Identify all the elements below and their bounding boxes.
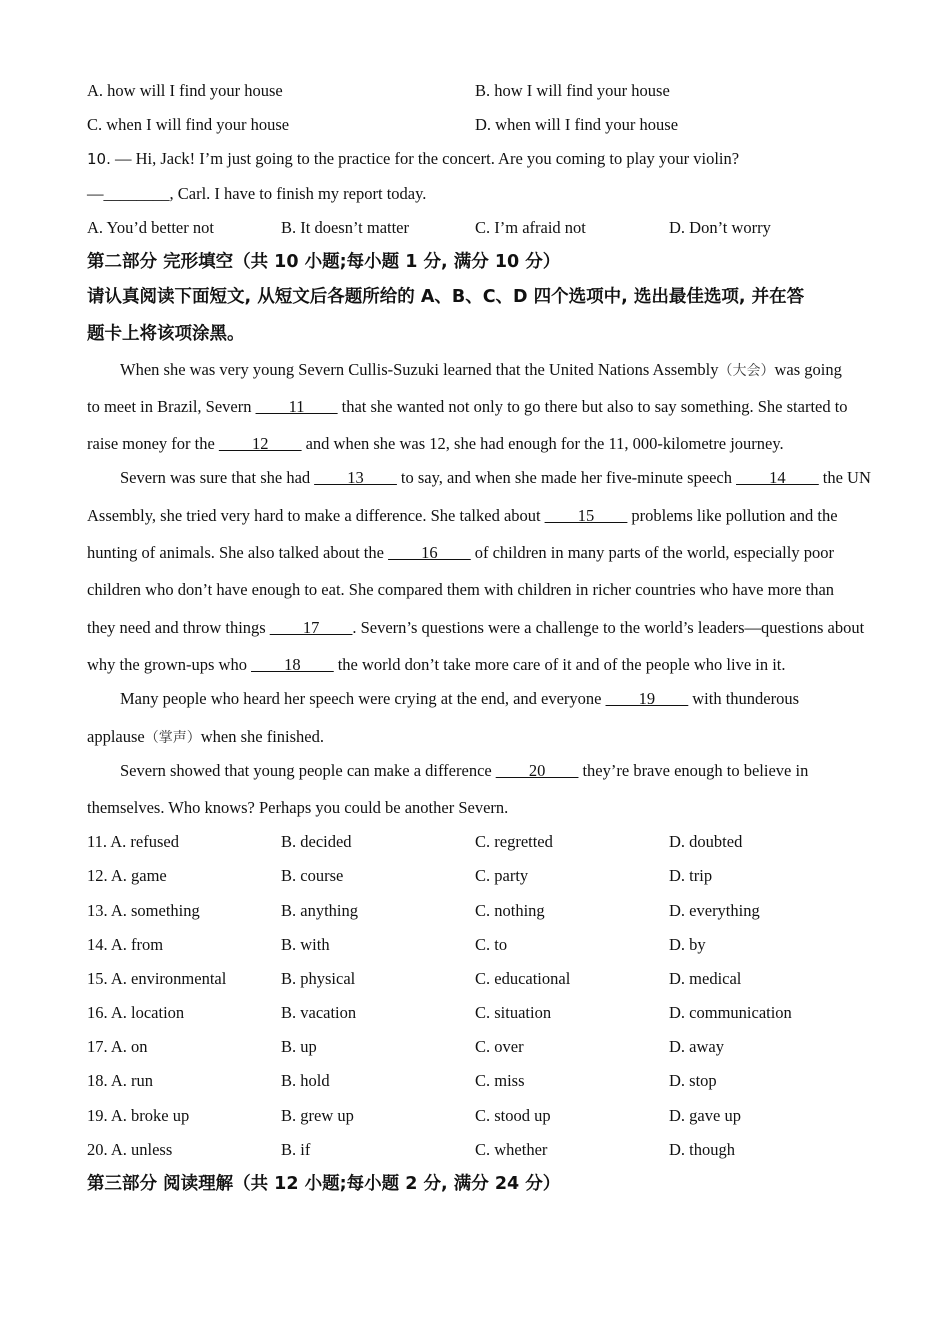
options-row-16 xyxy=(87,1003,867,1023)
blank-19: ____19____ xyxy=(605,689,689,708)
text: of children in many parts of the world, especially poor xyxy=(470,543,834,562)
q10-options-row xyxy=(87,218,867,238)
options-row-19 xyxy=(87,1106,867,1126)
text: raise money for the xyxy=(87,434,219,453)
text: When she was very young Severn Cullis-Suzuki learned that the United Nations Assembly xyxy=(120,360,719,379)
option-c: C. whether xyxy=(475,1140,548,1159)
q10-answer-line: —________, Carl. I have to finish my report today. xyxy=(87,184,427,203)
text: Many people who heard her speech were crying at the end, and everyone xyxy=(120,689,606,708)
passage-p1-line3 xyxy=(87,434,784,454)
q9-options-row-2 xyxy=(87,115,867,135)
text: the UN xyxy=(818,468,871,487)
text: why the grown-ups who xyxy=(87,655,252,674)
option-d: D. though xyxy=(669,1140,735,1159)
option-a: 20. A. unless xyxy=(87,1140,173,1159)
option-b: B. hold xyxy=(281,1071,330,1090)
blank-12: ____12____ xyxy=(218,434,302,453)
option-a: 15. A. environmental xyxy=(87,969,227,988)
q10-question xyxy=(87,149,739,169)
options-row-14 xyxy=(87,935,867,955)
blank-16: ____16____ xyxy=(388,543,471,562)
option-a: 11. A. refused xyxy=(87,832,179,851)
option-b: B. course xyxy=(281,866,344,885)
q10-line1: — Hi, Jack! I’m just going to the practice for the concert. Are you coming to play your violin? xyxy=(110,149,740,168)
part2-instruction-1: 请认真阅读下面短文, 从短文后各题所给的 A、B、C、D 四个选项中, 选出最佳选项, 并在答 xyxy=(87,287,805,307)
q9-option-d: D. when will I find your house xyxy=(475,115,679,134)
passage-p2-line1 xyxy=(120,468,871,488)
option-d: D. communication xyxy=(669,1003,792,1022)
text: the world don’t take more care of it and of the people who live in it. xyxy=(333,655,786,674)
option-c: C. nothing xyxy=(475,901,545,920)
q9-option-c: C. when I will find your house xyxy=(87,115,290,134)
options-row-15 xyxy=(87,969,867,989)
text: was going xyxy=(774,360,842,379)
options-row-18 xyxy=(87,1071,867,1091)
blank-11: ____11____ xyxy=(255,397,338,416)
q10-option-d: D. Don’t worry xyxy=(669,218,771,237)
blank-13: ____13____ xyxy=(314,468,397,487)
option-b: B. with xyxy=(281,935,330,954)
option-b: B. vacation xyxy=(281,1003,357,1022)
text: with thunderous xyxy=(688,689,800,708)
text: and when she was 12, she had enough for the 11, 000-kilometre journey. xyxy=(301,434,784,453)
option-b: B. grew up xyxy=(281,1106,354,1125)
text: Severn was sure that she had xyxy=(120,468,315,487)
text: they’re brave enough to believe in xyxy=(578,761,809,780)
option-d: D. medical xyxy=(669,969,742,988)
part3-title: 第三部分 阅读理解（共 12 小题;每小题 2 分, 满分 24 分） xyxy=(87,1174,561,1194)
option-c: C. educational xyxy=(475,969,571,988)
option-d: D. away xyxy=(669,1037,724,1056)
option-a: 17. A. on xyxy=(87,1037,148,1056)
text: problems like pollution and the xyxy=(627,506,838,525)
text: hunting of animals. She also talked about the xyxy=(87,543,389,562)
blank-17: ____17____ xyxy=(269,618,353,637)
option-c: C. party xyxy=(475,866,529,885)
q10-number: 10. xyxy=(87,150,111,168)
option-a: 12. A. game xyxy=(87,866,167,885)
option-d: D. trip xyxy=(669,866,713,885)
option-a: 13. A. something xyxy=(87,901,200,920)
passage-p3-line1 xyxy=(120,689,799,709)
options-row-20 xyxy=(87,1140,867,1160)
text: . Severn’s questions were a challenge to the world’s leaders—questions about xyxy=(352,618,865,637)
passage-p2-line6 xyxy=(87,655,786,675)
blank-18: ____18____ xyxy=(251,655,334,674)
q9-options-row-1 xyxy=(87,81,867,101)
option-c: C. over xyxy=(475,1037,524,1056)
passage-p1-line2 xyxy=(87,397,848,417)
options-row-11 xyxy=(87,832,867,852)
option-b: B. anything xyxy=(281,901,358,920)
text: applause xyxy=(87,727,145,746)
blank-20: ____20____ xyxy=(495,761,579,780)
option-d: D. everything xyxy=(669,901,760,920)
part2-instruction-2: 题卡上将该项涂黑。 xyxy=(87,324,245,344)
passage-p2-line5 xyxy=(87,618,864,638)
q9-option-a: A. how will I find your house xyxy=(87,81,283,100)
option-c: C. stood up xyxy=(475,1106,551,1125)
passage-p3-line2 xyxy=(87,727,324,748)
q10-option-c: C. I’m afraid not xyxy=(475,218,586,237)
text: Severn showed that young people can make a difference xyxy=(120,761,496,780)
annotation-cn: （大会） xyxy=(718,363,775,379)
options-row-12 xyxy=(87,866,867,886)
text: when she finished. xyxy=(200,727,325,746)
option-d: D. stop xyxy=(669,1071,717,1090)
option-a: 14. A. from xyxy=(87,935,164,954)
option-b: B. physical xyxy=(281,969,356,988)
q9-option-b: B. how I will find your house xyxy=(475,81,670,100)
option-c: C. regretted xyxy=(475,832,553,851)
part2-title: 第二部分 完形填空（共 10 小题;每小题 1 分, 满分 10 分） xyxy=(87,252,561,272)
q10-option-a: A. You’d better not xyxy=(87,218,214,237)
passage-p2-line2 xyxy=(87,506,838,526)
passage-p2-line3 xyxy=(87,543,834,563)
annotation-cn: （掌声） xyxy=(144,730,201,746)
option-a: 18. A. run xyxy=(87,1071,153,1090)
passage-p4-line1 xyxy=(120,761,808,781)
option-c: C. miss xyxy=(475,1071,525,1090)
option-a: 16. A. location xyxy=(87,1003,185,1022)
options-row-13 xyxy=(87,901,867,921)
option-d: D. doubted xyxy=(669,832,743,851)
passage-p4-line2: themselves. Who knows? Perhaps you could be another Severn. xyxy=(87,798,509,817)
passage-p2-line4: children who don’t have enough to eat. She compared them with children in richer countries who have more than xyxy=(87,580,835,599)
blank-14: ____14____ xyxy=(736,468,819,487)
passage-p1-line1 xyxy=(120,360,842,381)
text: to meet in Brazil, Severn xyxy=(87,397,256,416)
blank-15: ____15____ xyxy=(544,506,628,525)
text: to say, and when she made her five-minute speech xyxy=(396,468,737,487)
option-c: C. situation xyxy=(475,1003,552,1022)
option-b: B. decided xyxy=(281,832,352,851)
option-b: B. if xyxy=(281,1140,311,1159)
text: they need and throw things xyxy=(87,618,270,637)
option-d: D. gave up xyxy=(669,1106,741,1125)
option-c: C. to xyxy=(475,935,508,954)
options-row-17 xyxy=(87,1037,867,1057)
text: Assembly, she tried very hard to make a difference. She talked about xyxy=(87,506,545,525)
text: that she wanted not only to go there but also to say something. She started to xyxy=(337,397,848,416)
q10-option-b: B. It doesn’t matter xyxy=(281,218,410,237)
option-d: D. by xyxy=(669,935,706,954)
option-a: 19. A. broke up xyxy=(87,1106,190,1125)
option-b: B. up xyxy=(281,1037,317,1056)
